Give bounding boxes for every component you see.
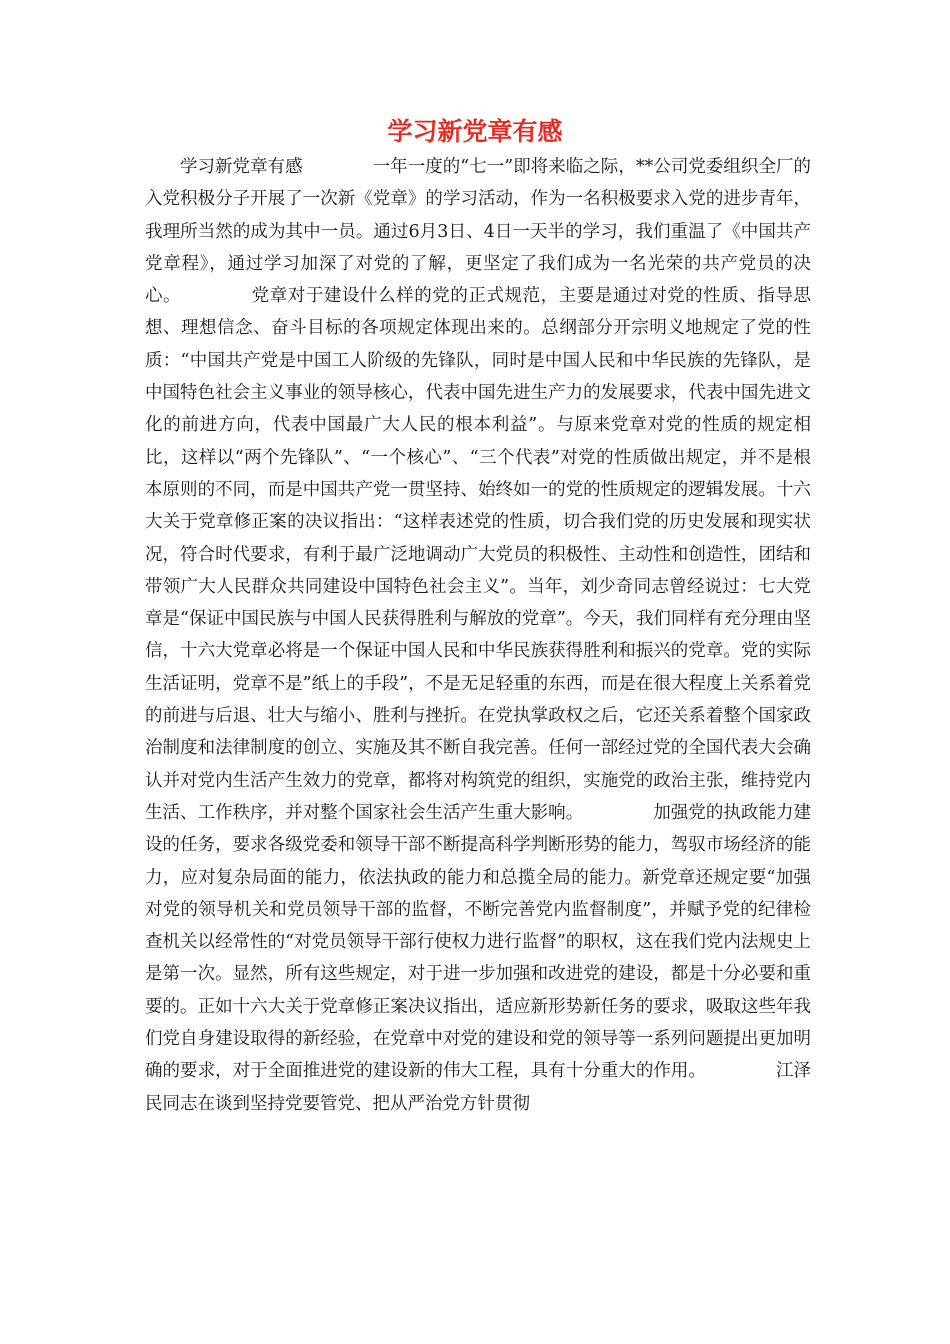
document-title: 学习新党章有感: [387, 117, 563, 146]
body-segment-party-nature: 党章对于建设什么样的党的正式规范，主要是通过对党的性质、指导思想、理想信念、奋斗目标的各项规定体现出来的。总纲部分开宗明义地规定了党的性质：“中国共产党是中国工人阶级的先锋队，同时是中国人民和中华民族的先锋队，是中国特色社会主义事业的领导核心，代表中国先进生产力的发展要求，代表中国先进文化的前进方向，代表中国最广大人民的根本利益”。与原来党章对党的性质的规定相比，这样以“两个先锋队”、“一个核心”、“三个代表”对党的性质做出规定，并不是根本原则的不同，而是中国共产党一贯坚持、始终如一的党的性质规定的逻辑发展。十六大关于党章修正案的决议指出：“这样表述党的性质，切合我们党的历史发展和现实状况，符合时代要求，有利于最广泛地调动广大党员的积极性、主动性和创造性，团结和带领广大人民群众共同建设中国特色社会主义”。当年，刘少奇同志曾经说过：七大党章是“保证中国民族与中国人民获得胜利与解放的党章”。今天，我们同样有充分理由坚信，十六大党章必将是一个保证中国人民和中华民族获得胜利和振兴的党章。党的实际生活证明，党章不是”纸上的手段”，不是无足轻重的东西，而是在很大程度上关系着党的前进与后退、壮大与缩小、胜利与挫折。在党执掌政权之后，它还关系着整个国家政治制度和法律制度的创立、实施及其不断自我完善。任何一部经过党的全国代表大会确认并对党内生活产生效力的党章，都将对构筑党的组织，实施党的政治主张，维持党内生活、工作秩序，并对整个国家社会生活产生重大影响。: [145, 286, 812, 823]
body-segment-continuation: 江泽民同志在谈到坚持党要管党、把从严治党方针贯彻: [145, 1061, 812, 1114]
body-segment-heading: 学习新党章有感: [180, 157, 303, 177]
body-segment-intro: 一年一度的“七一”即将来临之际，**公司党委组织全厂的入党积极分子开展了一次新《党章》的学习活动，作为一名积极要求入党的进步青年，我理所当然的成为其中一员。通过6月3日、4日一天半的学习，我们重温了《中国共产党章程》，通过学习加深了对党的了解，更坚定了我们成为一名光荣的共产党员的决心。: [145, 157, 811, 307]
body-segment-governing-capacity: 加强党的执政能力建设的任务，要求各级党委和领导干部不断提高科学判断形势的能力，驾驭市场经济的能力，应对复杂局面的能力，依法执政的能力和总揽全局的能力。新党章还规定要“加强对党的领导机关和党员领导干部的监督，不断完善党内监督制度”，并赋予党的纪律检查机关以经常性的“对党员领导干部行使权力进行监督”的职权，这在我们党内法规史上是第一次。显然，所有这些规定，对于进一步加强和改进党的建设，都是十分必要和重要的。正如十六大关于党章修正案决议指出，适应新形势新任务的要求，吸取这些年我们党自身建设取得的新经验，在党章中对党的建设和党的领导等一系列问题提出更加明确的要求，对于全面推进党的建设新的伟大工程，具有十分重大的作用。: [145, 802, 811, 1082]
document-body: [145, 151, 811, 1120]
